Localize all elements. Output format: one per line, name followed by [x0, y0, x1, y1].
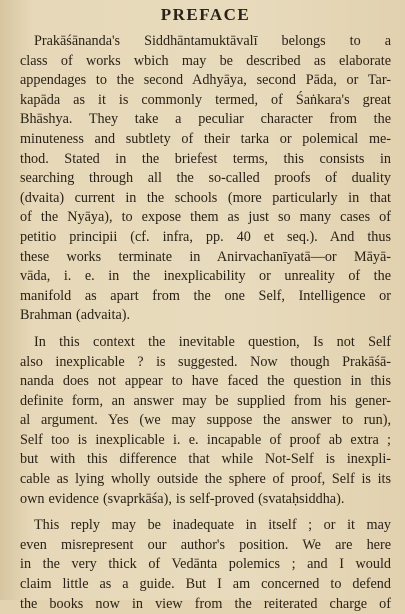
- text-line: In this context the inevitable question, Is not Self: [34, 333, 391, 350]
- text-line: al argument. Yes (we may suppose the answer to run),: [20, 412, 391, 429]
- text-line: these works terminate in Anirvachanīyatā—or Māyā-: [20, 248, 391, 265]
- page-title: PREFACE: [160, 5, 251, 24]
- text-line: thod. Stated in the briefest terms, this consists in: [20, 150, 391, 167]
- text-line: definite form, an answer may be supplied from his gener-: [20, 392, 391, 409]
- text-line: Brahman (advaita).: [20, 307, 131, 324]
- text-line: manifold as apart from the one Self, Intelligence or: [20, 287, 391, 304]
- text-line: class of works wbich may be described as elaborate: [20, 52, 391, 69]
- text-line: This reply may be inadequate in itself ; or it may: [34, 517, 391, 534]
- text-line: claim little as a guide. But I am concerned to defend: [20, 576, 391, 593]
- paragraph-1: [20, 32, 391, 326]
- text-line: kapāda as it is commonly termed, of Śaṅkara's great: [20, 91, 391, 108]
- text-line: (dvaita) current in the schools (more particularly in that: [20, 189, 391, 206]
- text-line: searching through all the so-called proofs of duality: [20, 170, 391, 187]
- text-line: in the very thick of Vedānta polemics ; and I would: [20, 556, 391, 573]
- text-line: petitio principii (cf. infra, pp. 40 et seq.). And thus: [20, 228, 391, 245]
- text-line: Bhāshya. They take a peculiar character from the: [20, 111, 391, 128]
- text-line: own evidence (svaprkāśa), is self-proved (svataḥsiddha).: [20, 490, 345, 507]
- text-line: appendages to the second Adhyāya, second Pāda, or Tar-: [20, 72, 391, 89]
- page-text: [20, 32, 391, 614]
- paragraph-2: [20, 333, 391, 509]
- text-line: cable as lying wholly outside the sphere of proof, Self is its: [20, 471, 391, 488]
- text-line: the books now in view from the reiterated charge of: [20, 595, 391, 612]
- text-line: nanda does not appear to have faced the question in this: [20, 373, 391, 390]
- text-line: Self too is inexplicable i. e. incapable of proof ab extra ;: [20, 431, 391, 448]
- text-line: minuteness and subtlety of their tarka or polemical me-: [20, 130, 391, 147]
- text-line: even misrepresent our author's position. We are here: [20, 536, 391, 553]
- paragraph-3: [20, 516, 391, 614]
- text-line: vāda, i. e. in the inexplicability or unreality of the: [20, 268, 391, 285]
- text-line: Prakāśānanda's Siddhāntamuktāvalī belongs to a: [34, 33, 391, 49]
- text-line: of the Nyāya), to expose them as just so many cases of: [20, 209, 391, 226]
- text-line: but with this difference that while Not-Self is inexpli-: [20, 451, 391, 468]
- text-line: also inexplicable ? is suggested. Now though Prakāśā-: [20, 353, 391, 370]
